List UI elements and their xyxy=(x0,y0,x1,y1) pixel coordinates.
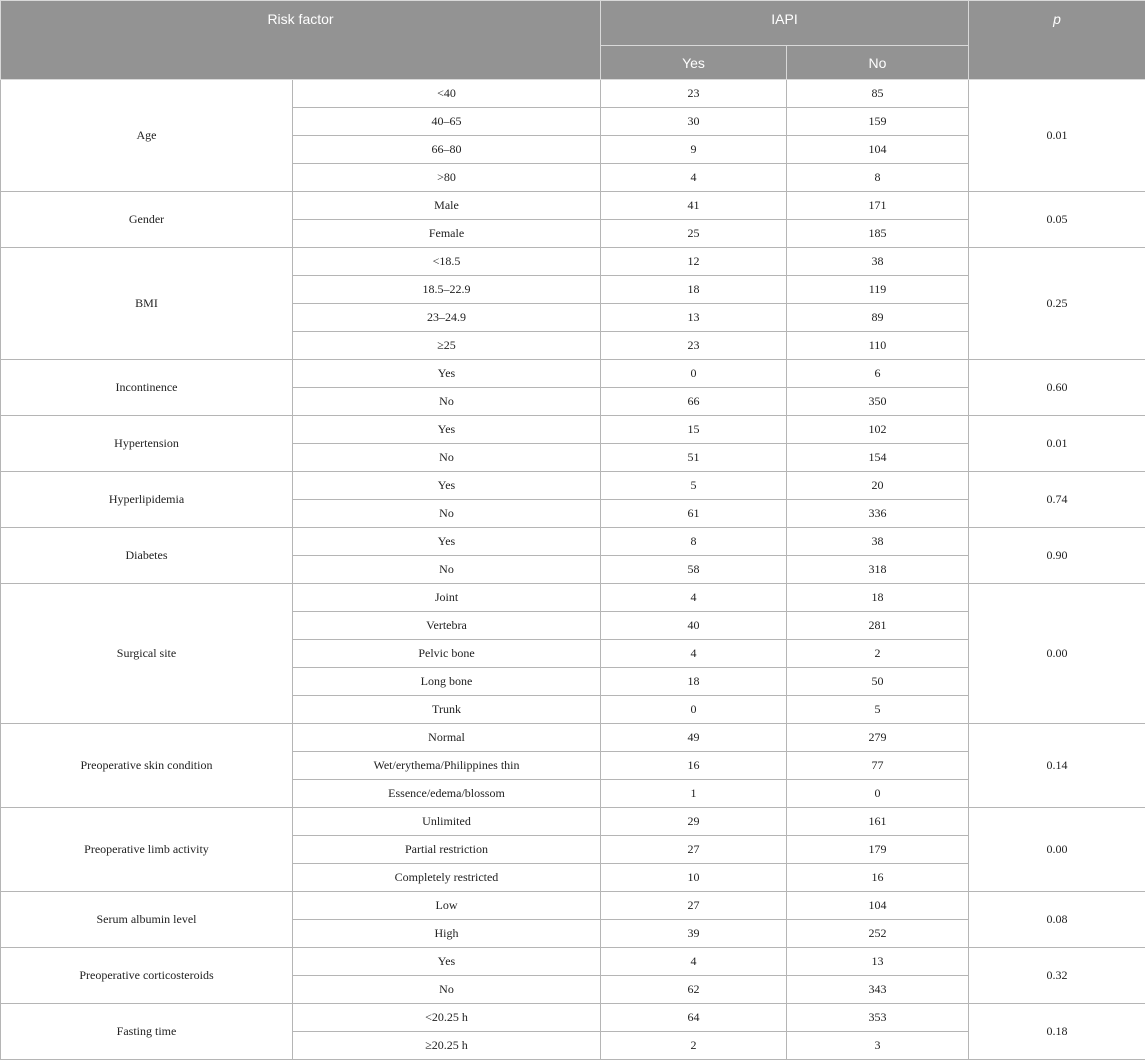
iapi-no-cell: 281 xyxy=(787,612,969,640)
header-risk-factor: Risk factor xyxy=(1,1,601,80)
iapi-no-cell: 0 xyxy=(787,780,969,808)
iapi-yes-cell: 62 xyxy=(601,976,787,1004)
level-cell: 66–80 xyxy=(293,136,601,164)
iapi-no-cell: 20 xyxy=(787,472,969,500)
iapi-no-cell: 154 xyxy=(787,444,969,472)
iapi-yes-cell: 29 xyxy=(601,808,787,836)
iapi-yes-cell: 40 xyxy=(601,612,787,640)
table-row xyxy=(1,248,1145,276)
risk-factor-cell: Hypertension xyxy=(1,416,293,472)
table-row xyxy=(1,472,1145,500)
level-cell: No xyxy=(293,444,601,472)
iapi-yes-cell: 4 xyxy=(601,640,787,668)
table-row xyxy=(1,416,1145,444)
iapi-yes-cell: 13 xyxy=(601,304,787,332)
iapi-yes-cell: 27 xyxy=(601,836,787,864)
iapi-no-cell: 38 xyxy=(787,248,969,276)
iapi-no-cell: 6 xyxy=(787,360,969,388)
level-cell: ≥20.25 h xyxy=(293,1032,601,1060)
risk-factor-cell: BMI xyxy=(1,248,293,360)
p-value-cell: 0.90 xyxy=(969,528,1145,584)
iapi-no-cell: 119 xyxy=(787,276,969,304)
table-row xyxy=(1,724,1145,752)
level-cell: Yes xyxy=(293,948,601,976)
iapi-yes-cell: 16 xyxy=(601,752,787,780)
level-cell: No xyxy=(293,976,601,1004)
iapi-no-cell: 336 xyxy=(787,500,969,528)
iapi-yes-cell: 12 xyxy=(601,248,787,276)
iapi-yes-cell: 30 xyxy=(601,108,787,136)
risk-factor-cell: Gender xyxy=(1,192,293,248)
iapi-no-cell: 2 xyxy=(787,640,969,668)
p-value-cell: 0.25 xyxy=(969,248,1145,360)
risk-factor-cell: Serum albumin level xyxy=(1,892,293,948)
risk-factor-cell: Hyperlipidemia xyxy=(1,472,293,528)
risk-factor-cell: Preoperative corticosteroids xyxy=(1,948,293,1004)
iapi-no-cell: 159 xyxy=(787,108,969,136)
iapi-no-cell: 13 xyxy=(787,948,969,976)
table-row xyxy=(1,80,1145,108)
iapi-yes-cell: 41 xyxy=(601,192,787,220)
p-value-cell: 0.08 xyxy=(969,892,1145,948)
iapi-yes-cell: 10 xyxy=(601,864,787,892)
level-cell: <40 xyxy=(293,80,601,108)
iapi-no-cell: 343 xyxy=(787,976,969,1004)
risk-factor-cell: Diabetes xyxy=(1,528,293,584)
header-iapi-yes: Yes xyxy=(601,46,787,80)
table-row xyxy=(1,808,1145,836)
p-value-cell: 0.01 xyxy=(969,416,1145,472)
iapi-yes-cell: 5 xyxy=(601,472,787,500)
iapi-yes-cell: 23 xyxy=(601,332,787,360)
iapi-yes-cell: 2 xyxy=(601,1032,787,1060)
table-row xyxy=(1,360,1145,388)
header-iapi-no: No xyxy=(787,46,969,80)
iapi-no-cell: 85 xyxy=(787,80,969,108)
risk-factor-cell: Surgical site xyxy=(1,584,293,724)
iapi-yes-cell: 39 xyxy=(601,920,787,948)
header-row-top xyxy=(1,1,1145,46)
level-cell: Pelvic bone xyxy=(293,640,601,668)
level-cell: Essence/edema/blossom xyxy=(293,780,601,808)
iapi-yes-cell: 18 xyxy=(601,668,787,696)
level-cell: <18.5 xyxy=(293,248,601,276)
iapi-yes-cell: 4 xyxy=(601,164,787,192)
table-row xyxy=(1,528,1145,556)
table-body xyxy=(1,80,1145,1060)
level-cell: >80 xyxy=(293,164,601,192)
iapi-yes-cell: 0 xyxy=(601,696,787,724)
level-cell: Yes xyxy=(293,528,601,556)
iapi-yes-cell: 15 xyxy=(601,416,787,444)
iapi-no-cell: 38 xyxy=(787,528,969,556)
iapi-yes-cell: 58 xyxy=(601,556,787,584)
level-cell: Yes xyxy=(293,416,601,444)
level-cell: 23–24.9 xyxy=(293,304,601,332)
p-value-cell: 0.32 xyxy=(969,948,1145,1004)
p-value-cell: 0.60 xyxy=(969,360,1145,416)
iapi-no-cell: 5 xyxy=(787,696,969,724)
level-cell: Male xyxy=(293,192,601,220)
p-value-cell: 0.74 xyxy=(969,472,1145,528)
iapi-no-cell: 18 xyxy=(787,584,969,612)
iapi-no-cell: 102 xyxy=(787,416,969,444)
level-cell: Unlimited xyxy=(293,808,601,836)
iapi-yes-cell: 4 xyxy=(601,584,787,612)
table-row xyxy=(1,892,1145,920)
p-value-cell: 0.01 xyxy=(969,80,1145,192)
header-iapi: IAPI xyxy=(601,1,969,46)
iapi-no-cell: 185 xyxy=(787,220,969,248)
iapi-no-cell: 353 xyxy=(787,1004,969,1032)
risk-factor-cell: Age xyxy=(1,80,293,192)
iapi-yes-cell: 18 xyxy=(601,276,787,304)
header-p-value: p xyxy=(969,1,1145,80)
level-cell: <20.25 h xyxy=(293,1004,601,1032)
level-cell: Low xyxy=(293,892,601,920)
iapi-no-cell: 161 xyxy=(787,808,969,836)
table-row xyxy=(1,192,1145,220)
iapi-yes-cell: 9 xyxy=(601,136,787,164)
risk-factor-cell: Preoperative skin condition xyxy=(1,724,293,808)
level-cell: High xyxy=(293,920,601,948)
level-cell: Trunk xyxy=(293,696,601,724)
level-cell: No xyxy=(293,388,601,416)
iapi-yes-cell: 51 xyxy=(601,444,787,472)
level-cell: Long bone xyxy=(293,668,601,696)
level-cell: Joint xyxy=(293,584,601,612)
iapi-no-cell: 179 xyxy=(787,836,969,864)
iapi-yes-cell: 1 xyxy=(601,780,787,808)
iapi-yes-cell: 61 xyxy=(601,500,787,528)
iapi-yes-cell: 25 xyxy=(601,220,787,248)
iapi-no-cell: 350 xyxy=(787,388,969,416)
risk-factor-cell: Fasting time xyxy=(1,1004,293,1060)
iapi-no-cell: 89 xyxy=(787,304,969,332)
iapi-no-cell: 8 xyxy=(787,164,969,192)
iapi-no-cell: 50 xyxy=(787,668,969,696)
iapi-no-cell: 279 xyxy=(787,724,969,752)
level-cell: No xyxy=(293,556,601,584)
iapi-no-cell: 77 xyxy=(787,752,969,780)
iapi-no-cell: 104 xyxy=(787,892,969,920)
iapi-yes-cell: 0 xyxy=(601,360,787,388)
iapi-yes-cell: 66 xyxy=(601,388,787,416)
table-header xyxy=(1,1,1145,80)
level-cell: Yes xyxy=(293,472,601,500)
level-cell: 40–65 xyxy=(293,108,601,136)
risk-factor-cell: Incontinence xyxy=(1,360,293,416)
level-cell: Normal xyxy=(293,724,601,752)
level-cell: ≥25 xyxy=(293,332,601,360)
risk-factor-cell: Preoperative limb activity xyxy=(1,808,293,892)
level-cell: Wet/erythema/Philippines thin xyxy=(293,752,601,780)
iapi-no-cell: 16 xyxy=(787,864,969,892)
level-cell: Yes xyxy=(293,360,601,388)
iapi-no-cell: 318 xyxy=(787,556,969,584)
p-value-cell: 0.18 xyxy=(969,1004,1145,1060)
iapi-no-cell: 252 xyxy=(787,920,969,948)
level-cell: 18.5–22.9 xyxy=(293,276,601,304)
level-cell: Completely restricted xyxy=(293,864,601,892)
level-cell: Partial restriction xyxy=(293,836,601,864)
iapi-yes-cell: 8 xyxy=(601,528,787,556)
iapi-yes-cell: 4 xyxy=(601,948,787,976)
level-cell: Female xyxy=(293,220,601,248)
iapi-yes-cell: 27 xyxy=(601,892,787,920)
level-cell: No xyxy=(293,500,601,528)
iapi-no-cell: 3 xyxy=(787,1032,969,1060)
p-value-cell: 0.14 xyxy=(969,724,1145,808)
table-row xyxy=(1,948,1145,976)
iapi-no-cell: 171 xyxy=(787,192,969,220)
p-value-cell: 0.05 xyxy=(969,192,1145,248)
iapi-no-cell: 104 xyxy=(787,136,969,164)
p-value-cell: 0.00 xyxy=(969,584,1145,724)
iapi-yes-cell: 64 xyxy=(601,1004,787,1032)
table-row xyxy=(1,584,1145,612)
table-row xyxy=(1,1004,1145,1032)
iapi-yes-cell: 49 xyxy=(601,724,787,752)
iapi-yes-cell: 23 xyxy=(601,80,787,108)
level-cell: Vertebra xyxy=(293,612,601,640)
p-value-cell: 0.00 xyxy=(969,808,1145,892)
iapi-no-cell: 110 xyxy=(787,332,969,360)
